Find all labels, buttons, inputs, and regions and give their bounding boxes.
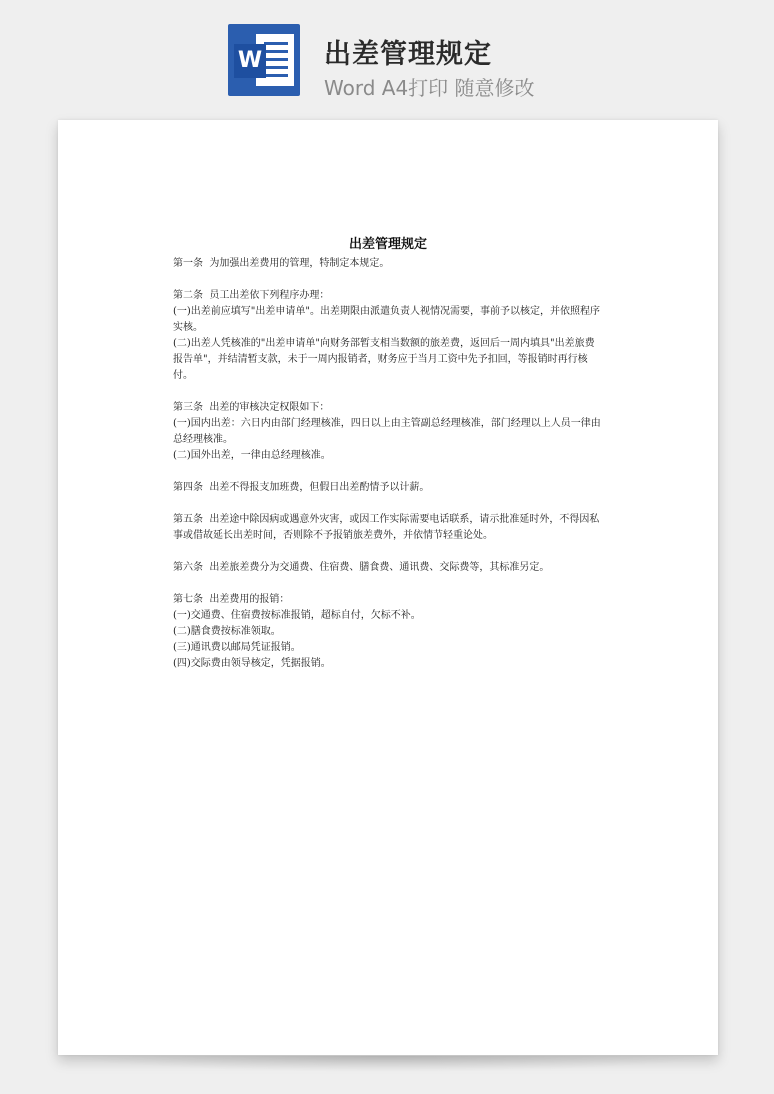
word-letter: W <box>234 44 266 78</box>
document-paragraph: (一)出差前应填写"出差申请单"。出差期限由派遣负责人视情况需要，事前予以核定，并依照程序实核。 <box>173 306 601 333</box>
header-title: 出差管理规定 <box>324 39 492 70</box>
paragraph-gap <box>173 576 603 592</box>
document-paragraph: 第五条 出差途中除因病或遇意外灾害，或因工作实际需要电话联系，请示批准延时外，不得因私事或借故延长出差时间，否则除不予报销旅差费外，并依情节轻重论处。 <box>173 514 600 541</box>
document-paragraph: 第四条 出差不得报支加班费，但假日出差酌情予以计薪。 <box>173 482 430 493</box>
document-title: 出差管理规定 <box>348 237 427 252</box>
watermark <box>93 446 125 479</box>
page-header <box>0 0 774 110</box>
paragraph-gap <box>173 464 603 480</box>
document-page <box>58 120 718 1055</box>
paragraph-gap <box>173 496 603 512</box>
document-paragraph: 第七条 出差费用的报销： <box>173 594 290 605</box>
document-paragraph: (一)交通费、住宿费按标准报销，超标自付，欠标不补。 <box>173 610 421 621</box>
document-body <box>173 256 603 672</box>
document-paragraph: 第一条 为加强出差费用的管理，特制定本规定。 <box>173 258 390 269</box>
document-paragraph: (一)国内出差：六日内由部门经理核准，四日以上由主管副总经理核准，部门经理以上人员一律由总经理核准。 <box>173 418 601 445</box>
paragraph-gap <box>173 544 603 560</box>
paragraph-gap <box>173 384 603 400</box>
paragraph-gap <box>173 272 603 288</box>
document-paragraph: 第六条 出差旅差费分为交通费、住宿费、膳食费、通讯费、交际费等，其标准另定。 <box>173 562 550 573</box>
document-paragraph: (三)通讯费以邮局凭证报销。 <box>173 642 301 653</box>
document-paragraph: (四)交际费由领导核定，凭据报销。 <box>173 658 331 669</box>
document-paragraph: (二)膳食费按标准领取。 <box>173 626 281 637</box>
document-paragraph: (二)出差人凭核准的"出差申请单"向财务部暂支相当数额的旅差费，返回后一周内填具"出差旅费报告单"，并结清暂支款，未于一周内报销者，财务应于当月工资中先予扣回，等报销时再行核付。 <box>173 338 595 381</box>
word-document-icon <box>228 24 300 96</box>
document-paragraph: 第二条 员工出差依下列程序办理： <box>173 290 330 301</box>
page-shadow <box>68 1056 708 1072</box>
header-subtitle: Word A4打印 随意修改 <box>324 76 535 100</box>
document-paragraph: (二)国外出差，一律由总经理核准。 <box>173 450 331 461</box>
document-paragraph: 第三条 出差的审核决定权限如下： <box>173 402 330 413</box>
